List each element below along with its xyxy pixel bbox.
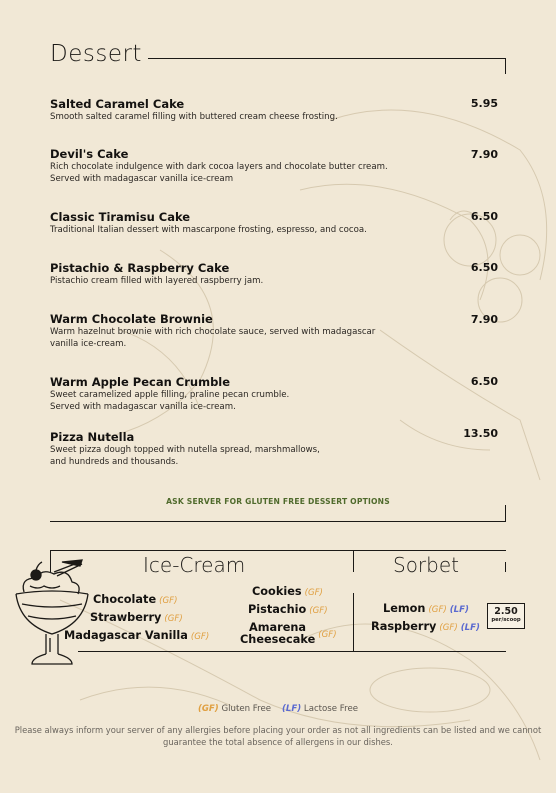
flavour-amarena-cheesecake xyxy=(240,622,337,647)
sorbet-title: Sorbet xyxy=(393,553,459,577)
flavour-name: Strawberry xyxy=(90,611,162,624)
dessert-header-rule-end xyxy=(505,58,506,74)
flavour-name-line1: Amarena xyxy=(249,621,307,634)
gluten-free-note: ASK SERVER FOR GLUTEN FREE DESSERT OPTIONS xyxy=(166,497,390,506)
item-name: Pistachio & Raspberry Cake xyxy=(50,261,230,275)
gf-tag: (GF) xyxy=(190,632,210,642)
legend-lf-key: (LF) xyxy=(281,704,302,714)
lf-tag: (LF) xyxy=(449,605,469,615)
ice-cream-sundae-icon xyxy=(12,558,92,670)
ice-cream-title: Ice-Cream xyxy=(143,553,246,577)
flavour-name-line2: Cheesecake xyxy=(240,633,316,646)
legend-gf-label: Gluten Free xyxy=(221,704,272,714)
legend-gf-key: (GF) xyxy=(197,704,219,714)
flavour-name: Pistachio xyxy=(248,603,307,616)
scoop-price: 2.50 xyxy=(494,606,518,617)
item-name: Salted Caramel Cake xyxy=(50,97,185,111)
item-description: Sweet caramelized apple filling, praline pecan crumble. Served with madagascar vanilla ice-cream. xyxy=(50,390,290,412)
ice-frame-divider-top xyxy=(353,550,354,572)
dessert-title: Dessert xyxy=(50,41,142,67)
flavour-name: Chocolate xyxy=(93,593,157,606)
ice-frame-top xyxy=(50,550,506,551)
dessert-header-rule xyxy=(148,58,506,59)
item-price: 5.95 xyxy=(470,97,498,110)
flavour-raspberry xyxy=(371,620,480,633)
note-rule-end xyxy=(505,505,506,521)
gf-tag: (GF) xyxy=(164,614,183,624)
scoop-price-unit: per/scoop xyxy=(491,617,521,623)
ice-frame-divider-bottom xyxy=(353,593,354,651)
item-price: 13.50 xyxy=(463,427,498,440)
flavour-madagascar-vanilla xyxy=(64,629,209,642)
dessert-item-salted-caramel xyxy=(50,97,470,123)
item-price: 6.50 xyxy=(470,375,498,388)
item-price: 6.50 xyxy=(470,210,498,223)
item-price: 6.50 xyxy=(470,261,498,274)
item-description: Warm hazelnut brownie with rich chocolate sauce, served with madagascar vanilla ice-cream. xyxy=(50,327,376,349)
scoop-price-box xyxy=(487,603,525,629)
item-price: 7.90 xyxy=(470,313,498,326)
item-name: Devil's Cake xyxy=(50,147,129,161)
item-name: Classic Tiramisu Cake xyxy=(50,210,191,224)
dessert-item-pistachio-raspberry xyxy=(50,261,470,287)
dessert-item-apple-crumble xyxy=(50,375,470,413)
dessert-item-chocolate-brownie xyxy=(50,312,470,350)
flavour-strawberry xyxy=(90,611,183,624)
item-description: Pistachio cream filled with layered raspberry jam. xyxy=(50,276,264,286)
gf-tag: (GF) xyxy=(304,588,323,598)
item-name: Warm Apple Pecan Crumble xyxy=(50,375,231,389)
flavour-lemon xyxy=(383,602,469,615)
flavour-cookies xyxy=(252,585,323,598)
flavour-name: Cookies xyxy=(252,585,302,598)
ice-frame-right-top xyxy=(505,562,506,572)
dessert-item-tiramisu xyxy=(50,210,470,236)
dessert-item-pizza-nutella xyxy=(50,430,470,468)
item-description: Rich chocolate indulgence with dark cocoa layers and chocolate butter cream. Served with madagascar vanilla ice-cream xyxy=(50,162,388,184)
item-description: Traditional Italian dessert with mascarpone frosting, espresso, and cocoa. xyxy=(50,225,367,235)
allergen-legend xyxy=(0,704,556,714)
gf-tag: (GF) xyxy=(318,630,337,640)
flavour-name: Raspberry xyxy=(371,620,437,633)
gf-tag: (GF) xyxy=(159,596,178,606)
flavour-chocolate xyxy=(93,593,177,606)
item-description: Smooth salted caramel filling with buttered cream cheese frosting. xyxy=(50,112,338,122)
note-rule xyxy=(50,521,506,522)
item-description: Sweet pizza dough topped with nutella spread, marshmallows, and hundreds and thousands. xyxy=(50,445,320,467)
flavour-name: Lemon xyxy=(383,602,426,615)
item-price: 7.90 xyxy=(470,148,498,161)
lf-tag: (LF) xyxy=(460,623,480,633)
item-name: Warm Chocolate Brownie xyxy=(50,312,213,326)
gf-tag: (GF) xyxy=(428,605,447,615)
item-name: Pizza Nutella xyxy=(50,430,135,444)
legend-lf-label: Lactose Free xyxy=(303,704,359,714)
allergy-disclaimer: Please always inform your server of any allergies before placing your order as not all ingredients can be listed and we cannot guarantee the total absence of allergens in our dishes. xyxy=(14,725,542,747)
flavour-pistachio xyxy=(248,603,328,616)
gf-tag: (GF) xyxy=(439,623,458,633)
ice-frame-bottom xyxy=(78,651,506,652)
flavour-name: Madagascar Vanilla xyxy=(64,629,188,642)
dessert-item-devils-cake xyxy=(50,147,470,185)
gf-tag: (GF) xyxy=(309,606,328,616)
